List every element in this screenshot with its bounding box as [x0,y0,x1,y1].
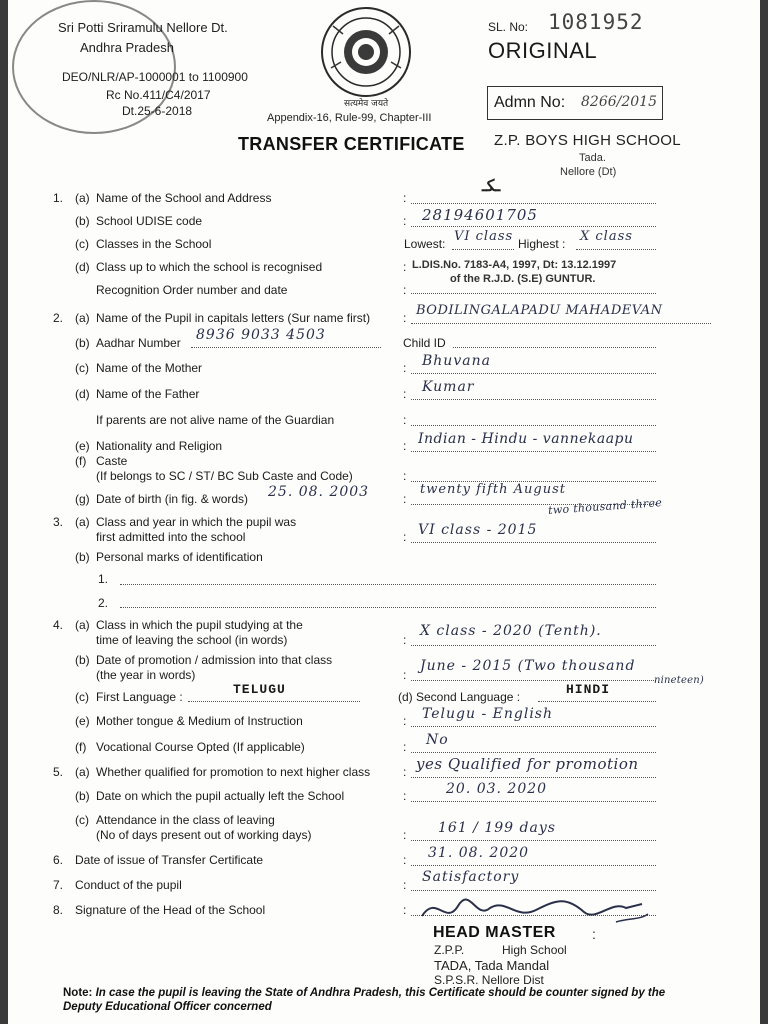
row-sub-letter: (c) [75,813,89,827]
first-admitted-value: VI class - 2015 [418,522,538,538]
pupil-name-label: Name of the Pupil in capitals letters (Sur name first) [96,311,371,325]
pupil-name-value: BODILINGALAPADU MAHADEVAN [416,303,663,318]
second-language-label: (d) Second Language : [398,690,521,704]
row-sub-letter: (a) [75,515,90,529]
head-signature-label: Signature of the Head of the School [75,903,266,917]
row-sub-letter: (b) [75,653,90,667]
recognition-order-label: Recognition Order number and date [96,283,288,297]
aadhar-number-label: Aadhar Number [96,336,181,350]
highest-class-label: Highest : [518,237,566,251]
transfer-certificate-page: Sri Potti Sriramulu Nellore Dt. Andhra Pradesh DEO/NLR/AP-1000001 to 1100900 Rc No.411/C4/2017 Dt.25-6-2018 सत्यमेव जयते SL. No: 1081952 ORIGINAL Admn No: 8266/2015 Appendix-16, Rule-99, Chapter-III TRANSFER CERTIFICATE Z.P. BOYS HIGH SCHOOL Tada. Nellore (Dt) 1. (a) Name of the School and Address : ـﻜـ (b) School UDISE code : 28194601705 (c) Classes in the School Lowest: VI class Highest : X class (d) Class up to which the school is recognised : L.DIS.No. 7183-A4, 1997, Dt: 13.12.1997 Recognition Order number and date : of the R.J.D. (S.E) GUNTUR. 2. (a) Name of the Pupil in capitals letters (Sur name first) : BODILINGALAPADU MAHADEVAN (b) Aadhar Number 8936 9033 4503 Child ID (c) Name of the Mother : Bhuvana (d) Name of the Father : Kumar If parents are not alive name of the Guardian : (e) Nationality and Religion : Indian - Hindu - vannekaapu (f) Caste (If belongs to SC / ST/ BC Sub Caste and Code) : (g) Date of birth (in fig. & words) 25. 08. 2003 : twenty fifth August two thousand three 3. (a) Class and year in which the pupil was first admitted into the school : VI class - 2015 (b) Personal marks of identification 1. 2. 4. (a) Class in which the pupil studying at the time of leaving the school (in words) : X class - 2020 (Tenth). (b) Date of promotion / admission into that class (the year in words) : June - 2015 (Two thousand nineteen) (c) First Language : TELUGU (d) Second Language : HINDI (e) Mother tongue & Medium of Instruction : Telugu - English (f) Vocational Course Opted (If applicable) : No 5. (a) Whether qualified for promotion to next higher class : yes Qualified for promotion (b) Date on which the pupil actually left the School : 20. 03. 2020 (c) Attendance in the class of leaving (No of days present out of working days) : 161 / 199 days 6. Date of issue of Transfer Certificate : 31. 08. 2020 7. Conduct of the pupil : Satisfactory 8. Signature of the Head of the School : HEAD MASTER : Z.P.P. High School TADA, Tada Mandal S.P.S.R. Nellore Dist Note: In case the pupil is leaving the State of Andhra Pradesh, this Certificate should be counter signed by the Deputy Educational Officer concerned [8,0,760,1024]
date-of-birth-words: twenty fifth August [420,482,566,497]
row-sub-letter: (g) [75,492,90,506]
emblem-motto: सत्यमेव जयते [344,99,389,109]
vocational-course-value: No [426,732,449,748]
school-district: Nellore (Dt) [560,166,617,178]
father-name-value: Kumar [422,379,475,395]
row-sub-letter: (b) [75,789,90,803]
note-text: In case the pupil is leaving the State of Andhra Pradesh, this Certificate should be counter signed by the Deputy Educational Officer concerned [63,987,666,1013]
school-name-address-field [411,203,656,204]
row-sub-letter: (b) [75,550,90,564]
leaving-class-label-cont: time of leaving the school (in words) [96,633,288,647]
recognised-upto-label: Class up to which the school is recognised [96,260,323,274]
classes-in-school-label: Classes in the School [96,237,212,251]
row-sub-letter: (c) [75,361,89,375]
row-number: 5. [53,765,64,779]
row-sub-letter: (c) [75,237,89,251]
date-of-birth-figures: 25. 08. 2003 [268,484,370,500]
mother-tongue-label: Mother tongue & Medium of Instruction [96,714,303,728]
first-language-label: First Language : [96,690,183,704]
row-sub-letter: (a) [75,618,90,632]
school-name-stamp: Z.P. BOYS HIGH SCHOOL [494,132,681,149]
stamp-line-date: Dt.25-6-2018 [122,104,193,118]
father-name-label: Name of the Father [96,387,200,401]
certificate-footnote [63,986,703,1014]
nationality-religion-label: Nationality and Religion [96,439,223,453]
serial-number-value: 1081952 [548,10,644,34]
row-sub-letter: (e) [75,714,90,728]
head-master-district: S.P.S.R. Nellore Dist [434,973,544,987]
recognition-order-value: L.DIS.No. 7183-A4, 1997, Dt: 13.12.1997 [412,259,617,271]
child-id-field [453,347,656,348]
udise-code-value: 28194601705 [422,206,538,224]
government-emblem-seal [313,6,419,106]
date-left-value: 20. 03. 2020 [446,781,548,797]
row-sub-letter: (a) [75,765,90,779]
udise-code-label: School UDISE code [96,214,203,228]
row-number: 8. [53,903,64,917]
lowest-class-value: VI class [454,229,514,244]
admission-number-value: 8266/2015 [581,94,657,110]
school-name-address-label: Name of the School and Address [96,191,272,205]
conduct-label: Conduct of the pupil [75,878,182,892]
stamp-line-serial-range: DEO/NLR/AP-1000001 to 1100900 [62,70,248,84]
head-master-title: HEAD MASTER [433,924,556,941]
row-number: 7. [53,878,64,892]
promotion-date-value: June - 2015 (Two thousand [420,658,636,674]
qualified-promotion-value: yes Qualified for promotion [416,755,639,773]
stamp-line-rc-no: Rc No.411/C4/2017 [106,88,211,102]
head-master-zpp: Z.P.P. [434,943,465,957]
attendance-label: Attendance in the class of leaving [96,813,275,827]
recognition-authority-value: of the R.J.D. (S.E) GUNTUR. [450,273,596,285]
first-admitted-label-cont: first admitted into the school [96,530,246,544]
row-sub-letter: (d) [75,260,90,274]
mother-tongue-value: Telugu - English [422,706,553,722]
guardian-name-field [411,425,656,426]
highest-class-value: X class [580,229,633,244]
first-language-value: TELUGU [233,682,286,697]
promotion-date-value-cont: nineteen) [654,675,704,686]
certificate-title: TRANSFER CERTIFICATE [238,134,465,154]
child-id-label: Child ID [403,336,446,350]
row-sub-letter: (f) [75,740,87,754]
attendance-value: 161 / 199 days [438,820,556,836]
date-of-birth-words-continued: two thousand three [547,496,663,517]
first-admitted-label: Class and year in which the pupil was [96,515,297,529]
second-language-value: HINDI [566,682,611,697]
note-label: Note: [63,987,93,999]
identification-mark-2-label: 2. [98,596,109,610]
date-of-birth-label: Date of birth (in fig. & words) [96,492,249,506]
mother-name-label: Name of the Mother [96,361,203,375]
aadhar-number-value: 8936 9033 4503 [196,327,326,343]
identification-mark-2-field [120,607,656,608]
leaving-class-value: X class - 2020 (Tenth). [420,623,602,639]
mother-name-value: Bhuvana [422,353,491,369]
qualified-promotion-label: Whether qualified for promotion to next higher class [96,765,371,779]
promotion-date-label: Date of promotion / admission into that class [96,653,333,667]
issue-date-value: 31. 08. 2020 [428,845,530,861]
row-sub-letter: (a) [75,311,90,325]
admission-number-label: Admn No: [494,94,566,111]
serial-number-label: SL. No: [488,20,529,34]
row-number: 4. [53,618,64,632]
attendance-label-cont: (No of days present out of working days) [96,828,312,842]
caste-subcaste-label: (If belongs to SC / ST/ BC Sub Caste and Code) [96,469,353,483]
handwritten-mark: ـﻜـ [482,178,501,195]
caste-label: Caste [96,454,128,468]
row-sub-letter: (b) [75,336,90,350]
identification-mark-1-label: 1. [98,572,109,586]
row-sub-letter: (c) [75,690,89,704]
lowest-class-label: Lowest: [404,237,446,251]
stamp-line-district: Sri Potti Sriramulu Nellore Dt. [58,20,228,35]
row-sub-letter: (a) [75,191,90,205]
row-number: 3. [53,515,64,529]
identification-mark-1-field [120,584,656,585]
issue-date-label: Date of issue of Transfer Certificate [75,853,264,867]
row-sub-letter: (e) [75,439,90,453]
guardian-name-label: If parents are not alive name of the Guardian [96,413,335,427]
stamp-line-state: Andhra Pradesh [80,40,174,55]
original-label: ORIGINAL [488,38,598,63]
school-place: Tada. [579,152,606,164]
identification-marks-label: Personal marks of identification [96,550,263,564]
row-number: 2. [53,311,64,325]
vocational-course-label: Vocational Course Opted (If applicable) [96,740,305,754]
row-sub-letter: (d) [75,387,90,401]
promotion-date-label-cont: (the year in words) [96,668,196,682]
leaving-class-label: Class in which the pupil studying at the [96,618,303,632]
appendix-reference: Appendix-16, Rule-99, Chapter-III [267,112,432,124]
row-number: 6. [53,853,64,867]
row-number: 1. [53,191,64,205]
head-master-high-school: High School [502,943,567,957]
row-sub-letter: (f) [75,454,87,468]
head-master-place: TADA, Tada Mandal [434,958,550,973]
row-sub-letter: (b) [75,214,90,228]
conduct-value: Satisfactory [422,869,520,885]
date-left-label: Date on which the pupil actually left the School [96,789,345,803]
nationality-religion-value: Indian - Hindu - vannekaapu [418,431,634,447]
